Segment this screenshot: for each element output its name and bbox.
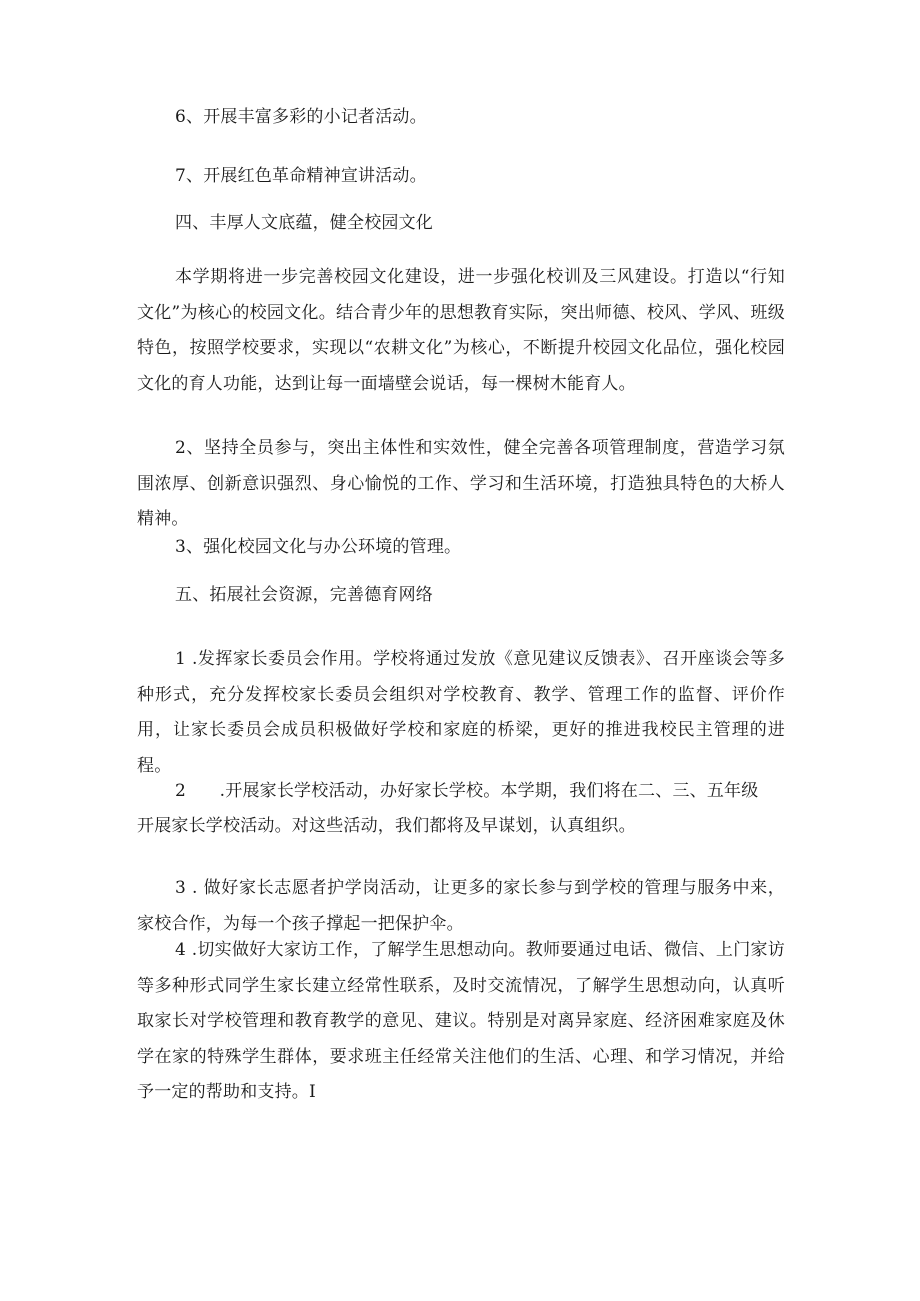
network-item-3: 3 . 做好家长志愿者护学岗活动，让更多的家长参与到学校的管理与服务中来，家校合作，为每一个孩子撑起一把保护伞。	[137, 878, 785, 934]
culture-item-3: 3、强化校园文化与办公环境的管理。	[175, 537, 462, 557]
section-heading-5: 五、拓展社会资源，完善德育网络	[175, 585, 433, 605]
network-item-1: 1 .发挥家长委员会作用。学校将通过发放《意见建议反馈表》、召开座谈会等多种形式，充分发挥校家长委员会组织对学校教育、教学、管理工作的监督、评价作用，让家长委员会成员积极做好学校和家庭的桥梁，更好的推进我校民主管理的进程。	[137, 649, 785, 776]
item-7: 7、开展红色革命精神宣讲活动。	[175, 166, 427, 186]
network-item-2-line1: 2 .开展家长学校活动，办好家长学校。本学期，我们将在二、三、五年级	[175, 781, 759, 801]
culture-item-2: 2、坚持全员参与，突出主体性和实效性，健全完善各项管理制度，营造学习氛围浓厚、创新意识强烈、身心愉悦的工作、学习和生活环境，打造独具特色的大桥人精神。	[137, 438, 785, 529]
network-item-4: 4 .切实做好大家访工作，了解学生思想动向。教师要通过电话、微信、上门家访等多种形式同学生家长建立经常性联系，及时交流情况，了解学生思想动向，认真听取家长对学校管理和教育教学的意见、建议。特别是对离异家庭、经济困难家庭及休学在家的特殊学生群体，要求班主任经常关注他们的生活、心理、和学习情况，并给予一定的帮助和支持。I	[137, 940, 785, 1102]
section-heading-4: 四、丰厚人文底蕴，健全校园文化	[175, 213, 433, 233]
network-item-2-line2: 开展家长学校活动。对这些活动，我们都将及早谋划，认真组织。	[137, 816, 636, 836]
culture-intro-paragraph: 本学期将进一步完善校园文化建设，进一步强化校训及三风建设。打造以“行知文化”为核心的校园文化。结合青少年的思想教育实际，突出师德、校风、学风、班级特色，按照学校要求，实现以“农耕文化”为核心，不断提升校园文化品位，强化校园文化的育人功能，达到让每一面墙壁会说话，每一棵树木能育人。	[137, 267, 785, 394]
item-6: 6、开展丰富多彩的小记者活动。	[175, 107, 427, 127]
